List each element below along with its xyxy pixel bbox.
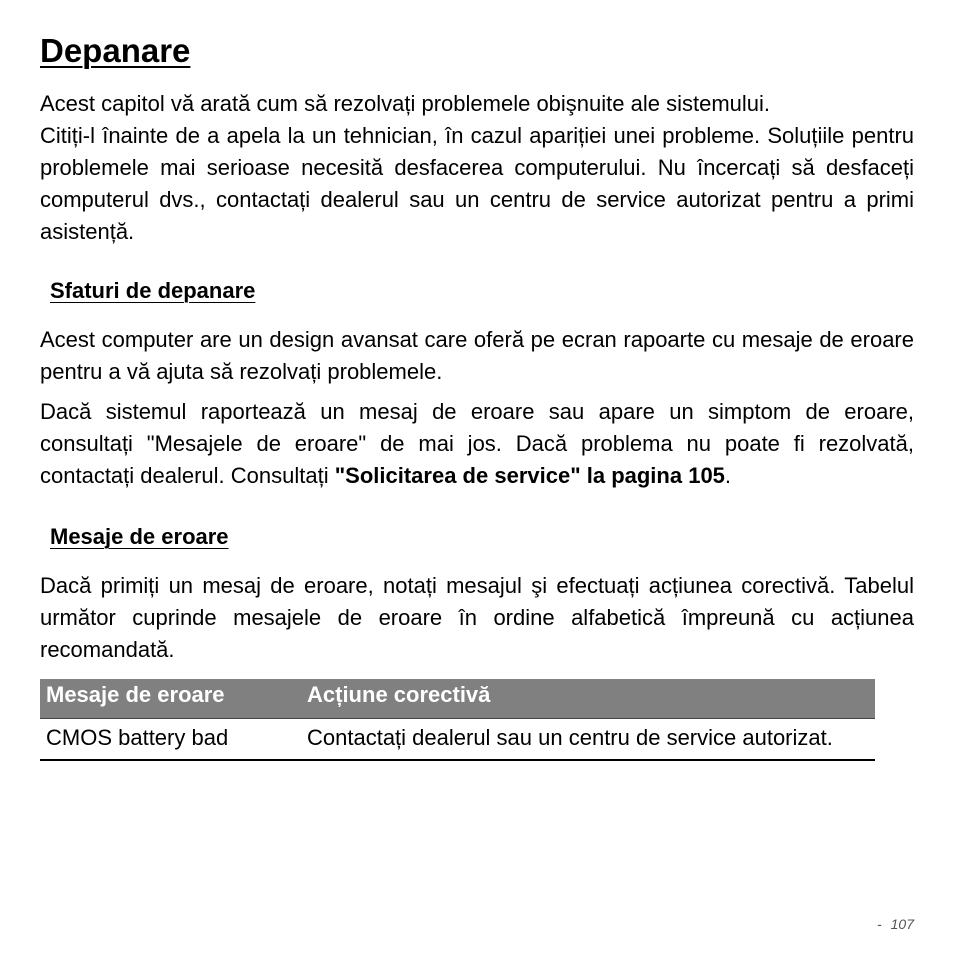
page-title: Depanare [40,32,191,69]
page-footer [877,916,914,932]
table-cell-corrective-action: Contactați dealerul sau un centru de service autorizat. [301,719,875,761]
document-page [40,30,914,761]
tips-paragraph-2-text: Dacă sistemul raportează un mesaj de eroare sau apare un simptom de eroare, consultați "Mesajele de eroare" de mai jos. Dacă problema nu poate fi rezolvată, contactați dealerul. Consultați [40,399,914,488]
service-reference-link[interactable]: "Solicitarea de service" la pagina 105 [334,463,725,488]
error-messages-table [40,679,875,761]
table-row [40,719,875,761]
section-heading-troubleshooting-tips: Sfaturi de depanare [50,278,256,303]
tips-paragraph-1: Acest computer are un design avansat care oferă pe ecran rapoarte cu mesaje de eroare pentru a vă ajuta să rezolvați problemele. [40,327,914,384]
table-header-error-message: Mesaje de eroare [40,679,301,719]
error-messages-paragraph: Dacă primiți un mesaj de eroare, notați mesajul şi efectuați acțiunea corectivă. Tabelul următor cuprinde mesajele de eroare în ordine alfabetică împreună cu acțiunea recomandată. [40,573,914,662]
tips-paragraph-2-end: . [724,463,732,488]
table-cell-error-message: CMOS battery bad [40,719,301,761]
section-heading-error-messages: Mesaje de eroare [50,524,229,549]
table-header-corrective-action: Acțiune corectivă [301,679,875,719]
intro-paragraph-1: Acest capitol vă arată cum să rezolvați problemele obişnuite ale sistemului. [40,91,771,116]
tips-paragraph-2 [40,396,914,492]
intro-paragraph-2: Citiți-l înainte de a apela la un tehnician, în cazul apariției unei probleme. Soluțiile pentru problemele mai serioase necesită desfacerea computerului. Nu încercați să desfaceți computerul dvs., contactați dealerul sau un centru de service autorizat pentru a primi asistență. [40,123,914,244]
footer-dash: - [876,916,882,932]
page-number: 107 [890,916,914,932]
table-header-row [40,679,875,719]
